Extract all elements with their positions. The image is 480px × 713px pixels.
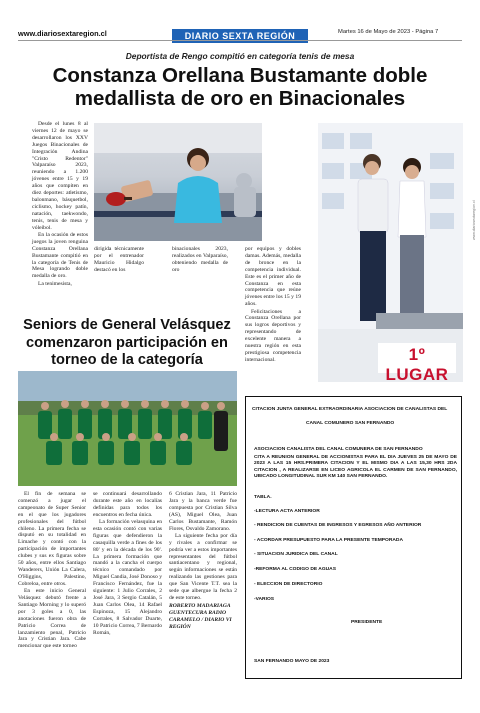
article1-col1-para: En la ocasión de estos juegos la joven renguina Constanza Orellana Bustamante compitió en la categoría de Tenis de Mesa logrando doble medalla de oro.: [32, 231, 88, 280]
article2-col1-para: El fin de semana se comenzó a jugar el campeonato de Super Senior en el que los jugadores profesionales del fútbol chileno. La primera fecha se disputó en su totalidad en Limache y contó con la participación de importantes clubes y sus ex figuras sobre 50 años, entre ellos Santiago Wanderers, Unión La Calera, O'Higgins, Palestino, Cobreloa, entre otros.: [18, 491, 86, 587]
header-website[interactable]: www.diariosextaregion.cl: [18, 29, 107, 38]
article1-kicker: Deportista de Rengo compitió en categoría tenis de mesa: [125, 51, 355, 61]
paper-name: DIARIO SEXTA REGIÓN: [184, 31, 296, 41]
podium-label: 1º LUGAR: [385, 345, 449, 382]
article2-column-2: [93, 491, 162, 637]
article2-signature: ROBERTO MADARIAGA GUENTECURA RADIO CARAMELO / DIARIO VI REGIÓN: [169, 602, 232, 630]
notice-item: - ACORDAR PRESUPUESTO PARA LA PRESENTE TEMPORADA: [254, 538, 403, 543]
header-rule: [18, 40, 462, 41]
article1-col4-para: por equipos y dobles damas. Además, medalla de bronce en la competencia individual. Este es el primer año de Constanza en esta competencia que reúne jóvenes entre los 15 y 19 años.: [245, 246, 301, 308]
article1-col1-para: La tenimesista,: [38, 280, 72, 287]
header-paper-name-banner: [172, 29, 308, 43]
article2-column-1: [18, 491, 86, 651]
article2-headline: [16, 317, 238, 370]
article2-col2-para: se continuará desarrollando durante este año en localías definidas para todos los encuentros en fecha única.: [93, 491, 162, 518]
article1-headline-line2: medallista de oro en Binacionales: [74, 87, 406, 110]
notice-title-1: CITACION JUNTA GENERAL EXTRAORDINARIA ASOCIACION DE CANALISTAS DEL: [252, 407, 448, 412]
notice-president: PRESIDENTE: [351, 620, 383, 625]
notice-item: -VARIOS: [254, 597, 275, 602]
notice-item: -LECTURA ACTA ANTERIOR: [254, 509, 320, 514]
article2-col2-para: La formación velasquina en esta ocasión contó con varias figuras que defendieron la casaquilla verde a fines de los 80' y en la década de los 90'. La primera formación que mandó a la cancha el cuerpo técnico comandado por Miguel Candia, José Donoso y Francisco Fernández, fue la siguiente: 1 Julio Corrales, 2 José Jara, 3 Sergio Catalán, 5 Juan Carlos Olea, 14 Rafael Espinoza, 15 Alejandro Corrales, 8 Salvador Duarte, 10 Patricio Correa, 7 Bernardo Román,: [93, 519, 162, 636]
article1-col4-para: Felicitaciones a Constanza Orellana por sus logros deportivos y representando de excelente manera a nuestra región en esta prestigiosa competencia internacional.: [245, 308, 301, 363]
article1-headline-line1: Constanza Orellana Bustamante doble: [52, 64, 428, 87]
article1-photo-table-tennis: [94, 123, 262, 241]
article1-column-1: [32, 121, 88, 288]
article2-col3-para: 6 Cristian Jara, 11 Patricio Jara y la banca verde fue compuesta por Cristian Silva (AS), Miguel Olea, Juan Carlos Bustamante, Ramón Flores, Osvaldo Zamorano.: [169, 491, 237, 532]
article1-col3-para: binacionales 2023, realizados en Valparaíso, obteniendo medalla de oro: [172, 246, 228, 273]
article2-headline-line2: comenzaron participación en: [26, 334, 228, 351]
article2-col1-para: En este inicio General Velásquez debutó frente a Santiago Morning y lo superó por 3 goles a 0, las anotaciones fueron obra de Patricio Correa de lanzamiento penal, Patricio Jara y Cristian Jara. Cabe mencionar que este torneo: [18, 588, 86, 650]
notice-item: -REFORMA AL CODIGO DE AGUAS: [254, 567, 336, 572]
notice-para-2: CITA A REUNION GENERAL DE ACCIONISTAS PARA EL DIA JUEVES 25 DE MAYO DE 2023 A LAS 15 HRS.PRIMERA CITACION Y EL MISMO DIA A LAS 15,30 HRS 2DA CITACION , A REALIZARSE EN LICEO AGRICOLA EL CARMEN DE SAN FERNANDO, UBICADO LONGITUDINAL SUR KM 140 SAN FERNANDO.: [254, 455, 457, 480]
notice-tabla-label: TABLA.: [254, 495, 272, 500]
header-date-page: Martes 16 de Mayo de 2023 - Página 7: [338, 29, 439, 35]
article2-headline-line3: torneo de la categoría: [51, 352, 203, 368]
notice-para-1: ASOCIACION CANALISTA DEL CANAL COMUNERA DE SAN FERNANDO: [254, 447, 423, 452]
notice-item: - RENDICION DE CUENTAS DE INGRESOS Y EGRESOS AÑO ANTERIOR: [254, 523, 422, 528]
article2-photo-team: [18, 371, 237, 486]
photo-credit-vertical: www.diariosextaregion.cl: [472, 200, 476, 240]
notice-item: - SITUACION JURIDICA DEL CANAL: [254, 552, 338, 557]
notice-footer: SAN FERNANDO MAYO DE 2023: [254, 659, 330, 664]
notice-item: - ELECCION DE DIRECTORIO: [254, 582, 323, 587]
article1-column-3: [172, 246, 228, 274]
article1-photo-podium: [318, 123, 463, 382]
notice-title-2: CANAL COMUNERO SAN FERNANDO: [306, 421, 395, 426]
article2-col3-para: La siguiente fecha por día y rivales a confirmar se podría ver a estos importantes representantes del fútbol santiacentano y regional, según informaciones se están realizando las gestiones para que San Vicente T.T. sea la sede que albergue la fecha 2 de este torneo.: [169, 532, 237, 601]
notice-box: [245, 396, 462, 679]
article2-headline-line1: Seniors de General Velásquez: [23, 317, 231, 333]
article1-col2-para: dirigida técnicamente por el entrenador Mauricio Hidalgo destacó en los: [94, 246, 144, 273]
article2-column-3: [169, 491, 237, 631]
article1-column-4: [245, 246, 301, 364]
article1-headline: [0, 64, 480, 110]
article1-column-2: [94, 246, 144, 274]
article1-col1-para: Desde el lunes 8 al viernes 12 de mayo se desarrollaron los XXV Juegos Binacionales de Integración Andina "Cristo Redentor" Valparaíso 2023, reuniendo a 1.200 jóvenes entre 15 y 19 años que compiten en diez deportes: atletismo, balonmano, básquetbol, ciclismo, hockey patín, natación, taekwondo, tenis, tenis de mesa y vóleibol.: [32, 121, 88, 231]
